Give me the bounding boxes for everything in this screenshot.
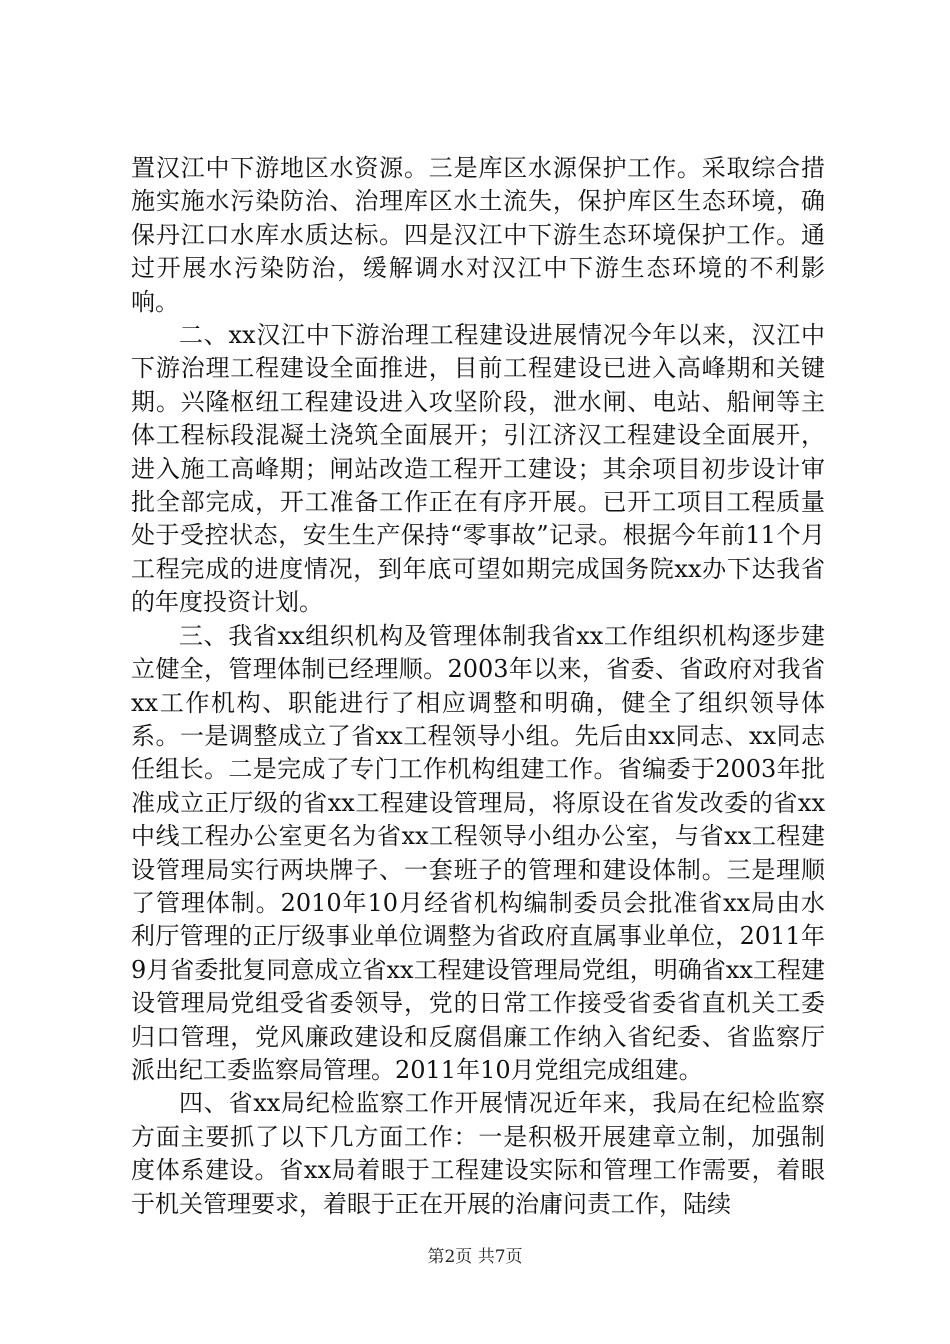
paragraph-section-4: 四、省xx局纪检监察工作开展情况近年来，我局在纪检监察方面主要抓了以下几方面工作：一是积极开展建章立制，加强制度体系建设。省xx局着眼于工程建设实际和管理工作需要，着眼于机关管理要求，着眼于正在开展的治庸问责工作，陆续 [131, 1089, 825, 1218]
paragraph-section-3: 三、我省xx组织机构及管理体制我省xx工作组织机构逐步建立健全，管理体制已经理顺。2003年以来，省委、省政府对我省xx工作机构、职能进行了相应调整和明确，健全了组织领导体系。一是调整成立了省xx工程领导小组。先后由xx同志、xx同志任组长。二是完成了专门工作机构组建工作。省编委于2003年批准成立正厅级的省xx工程建设管理局，将原设在省发改委的省xx中线工程办公室更名为省xx工程领导小组办公室，与省xx工程建设管理局实行两块牌子、一套班子的管理和建设体制。三是理顺了管理体制。2010年10月经省机构编制委员会批准省xx局由水利厅管理的正厅级事业单位调整为省政府直属事业单位，2011年9月省委批复同意成立省xx工程建设管理局党组，明确省xx工程建设管理局党组受省委领导，党的日常工作接受省委省直机关工委归口管理，党风廉政建设和反腐倡廉工作纳入省纪委、省监察厅派出纪工委监察局管理。2011年10月党组完成组建。 [131, 621, 825, 1084]
page-number-footer: 第2页 共7页 [427, 1247, 523, 1267]
paragraph-section-2: 二、xx汉江中下游治理工程建设进展情况今年以来，汉江中下游治理工程建设全面推进，目前工程建设已进入高峰期和关键期。兴隆枢纽工程建设进入攻坚阶段，泄水闸、电站、船闸等主体工程标段混凝土浇筑全面展开；引江济汉工程建设全面展开，进入施工高峰期；闸站改造工程开工建设；其余项目初步设计审批全部完成，开工准备工作正在有序开展。已开工项目工程质量处于受控状态，安生生产保持“零事故”记录。根据今年前11个月工程完成的进度情况，到年底可望如期完成国务院xx办下达我省的年度投资计划。 [131, 321, 825, 617]
document-body [131, 152, 825, 1221]
paragraph-continuation: 置汉江中下游地区水资源。三是库区水源保护工作。采取综合措施实施水污染防治、治理库区水土流失，保护库区生态环境，确保丹江口水库水质达标。四是汉江中下游生态环境保护工作。通过开展水污染防治，缓解调水对汉江中下游生态环境的不利影响。 [131, 154, 825, 316]
